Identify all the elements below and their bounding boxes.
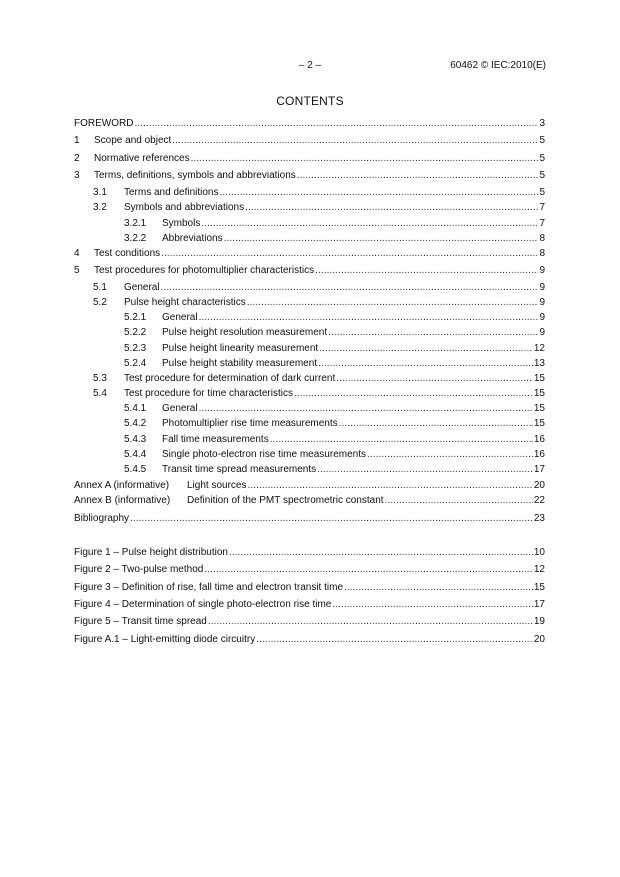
toc-entry[interactable] (74, 433, 545, 447)
page-number: – 2 – (298, 60, 322, 71)
toc-entry[interactable] (74, 217, 545, 231)
entry-number: 3.2.1 (124, 218, 147, 229)
entry-label: Figure 1 – Pulse height distribution (74, 547, 228, 558)
dot-leader (339, 417, 533, 431)
toc-entry[interactable] (74, 479, 545, 493)
entry-page-number: 19 (533, 616, 545, 627)
contents-title: CONTENTS (276, 94, 344, 108)
dot-leader (256, 633, 533, 647)
entry-label: Single photo-electron rise time measurements (162, 449, 366, 460)
entry-number: 5.1 (93, 282, 107, 293)
entry-page-number: 10 (533, 547, 545, 558)
entry-label: Definition of the PMT spectrometric constant (187, 495, 384, 506)
dot-leader (208, 615, 533, 629)
toc-entry[interactable] (74, 264, 545, 278)
toc-entry[interactable] (74, 372, 545, 386)
entry-label: Pulse height linearity measurement (162, 343, 319, 354)
toc-entry[interactable] (74, 417, 545, 431)
toc-entry[interactable] (74, 281, 545, 295)
toc-entry[interactable] (74, 342, 545, 356)
dot-leader (367, 448, 533, 462)
dot-leader (319, 342, 533, 356)
toc-entry[interactable] (74, 357, 545, 371)
entry-page-number: 9 (539, 297, 545, 308)
entry-label: Light sources (187, 480, 247, 491)
entry-page-number: 9 (539, 265, 545, 276)
entry-label: Pulse height resolution measurement (162, 327, 328, 338)
entry-number: 5.4.1 (124, 403, 147, 414)
toc-entry[interactable] (74, 326, 545, 340)
entry-page-number: 15 (533, 418, 545, 429)
dot-leader (270, 433, 533, 447)
dot-leader (201, 217, 538, 231)
dot-leader (344, 581, 533, 595)
dot-leader (199, 311, 539, 325)
dot-leader (336, 372, 533, 386)
entry-page-number: 16 (533, 434, 545, 445)
entry-label: Figure 4 – Determination of single photo-electron rise time (74, 599, 332, 610)
entry-page-number: 20 (533, 480, 545, 491)
dot-leader (220, 186, 539, 200)
dot-leader (297, 169, 539, 183)
figure-entry[interactable] (74, 563, 545, 577)
entry-number: 3.1 (93, 187, 107, 198)
entry-label: Fall time measurements (162, 434, 269, 445)
entry-number: 3 (74, 170, 80, 181)
toc-entry[interactable] (74, 232, 545, 246)
document-id: 60462 © IEC:2010(E) (450, 60, 546, 71)
dot-leader (328, 326, 538, 340)
entry-page-number: 9 (539, 282, 545, 293)
dot-leader (294, 387, 533, 401)
entry-number: 5.4.3 (124, 434, 147, 445)
entry-number: 5.2.4 (124, 358, 147, 369)
entry-page-number: 5 (539, 135, 545, 146)
toc-entry[interactable] (74, 463, 545, 477)
entry-number: 5.2 (93, 297, 107, 308)
entry-page-number: 7 (539, 218, 545, 229)
entry-page-number: 23 (533, 513, 545, 524)
entry-page-number: 5 (539, 153, 545, 164)
entry-page-number: 8 (539, 233, 545, 244)
entry-page-number: 15 (533, 388, 545, 399)
figure-entry[interactable] (74, 615, 545, 629)
entry-page-number: 7 (539, 202, 545, 213)
entry-label: Bibliography (74, 513, 130, 524)
entry-label: General (124, 282, 160, 293)
entry-page-number: 17 (533, 599, 545, 610)
entry-label: Terms and definitions (124, 187, 219, 198)
toc-entry[interactable] (74, 134, 545, 148)
entry-page-number: 5 (539, 187, 545, 198)
toc-entry[interactable] (74, 117, 545, 131)
entry-number: 5.2.3 (124, 343, 147, 354)
entry-number: 5.4.4 (124, 449, 147, 460)
entry-number: 5.4 (93, 388, 107, 399)
entry-number: 5.3 (93, 373, 107, 384)
figure-entry[interactable] (74, 546, 545, 560)
dot-leader (134, 117, 538, 131)
entry-label: Photomultiplier rise time measurements (162, 418, 338, 429)
toc-entry[interactable] (74, 152, 545, 166)
toc-entry[interactable] (74, 512, 545, 526)
entry-label: Figure 3 – Definition of rise, fall time and electron transit time (74, 582, 344, 593)
dot-leader (315, 264, 538, 278)
entry-number: 2 (74, 153, 80, 164)
entry-label: Test conditions (94, 248, 161, 259)
entry-label: Figure 2 – Two-pulse method (74, 564, 204, 575)
toc-entry[interactable] (74, 247, 545, 261)
entry-number: 5.2.1 (124, 312, 147, 323)
dot-leader (204, 563, 533, 577)
entry-page-number: 12 (533, 343, 545, 354)
entry-number: 5.4.5 (124, 464, 147, 475)
entry-page-number: 13 (533, 358, 545, 369)
entry-label: FOREWORD (74, 118, 134, 129)
entry-page-number: 5 (539, 170, 545, 181)
toc-entry[interactable] (74, 169, 545, 183)
entry-label: Test procedure for determination of dark current (124, 373, 336, 384)
entry-label: General (162, 403, 198, 414)
toc-entry[interactable] (74, 402, 545, 416)
figure-entry[interactable] (74, 633, 545, 647)
entry-label: Figure 5 – Transit time spread (74, 616, 207, 627)
entry-page-number: 16 (533, 449, 545, 460)
entry-number: 3.2 (93, 202, 107, 213)
figure-entry[interactable] (74, 581, 545, 595)
entry-label: Transit time spread measurements (162, 464, 317, 475)
entry-label: Test procedures for photomultiplier characteristics (94, 265, 315, 276)
dot-leader (247, 296, 539, 310)
entry-label: Test procedure for time characteristics (124, 388, 293, 399)
dot-leader (172, 134, 538, 148)
dot-leader (318, 357, 533, 371)
entry-label: Normative references (94, 153, 190, 164)
entry-number: 5.2.2 (124, 327, 147, 338)
dot-leader (245, 201, 538, 215)
entry-number: 4 (74, 248, 80, 259)
entry-number: 1 (74, 135, 80, 146)
entry-page-number: 20 (533, 634, 545, 645)
dot-leader (385, 494, 533, 508)
entry-page-number: 3 (539, 118, 545, 129)
dot-leader (191, 152, 539, 166)
dot-leader (224, 232, 539, 246)
dot-leader (332, 598, 533, 612)
entry-page-number: 15 (533, 373, 545, 384)
dot-leader (229, 546, 533, 560)
dot-leader (161, 281, 539, 295)
entry-page-number: 15 (533, 403, 545, 414)
dot-leader (247, 479, 532, 493)
dot-leader (161, 247, 538, 261)
toc-entry[interactable] (74, 494, 545, 508)
toc-entry[interactable] (74, 387, 545, 401)
entry-label: Pulse height characteristics (124, 297, 246, 308)
entry-page-number: 9 (539, 327, 545, 338)
entry-page-number: 8 (539, 248, 545, 259)
entry-label: Symbols and abbreviations (124, 202, 245, 213)
entry-number: 3.2.2 (124, 233, 147, 244)
entry-label: Symbols (162, 218, 201, 229)
entry-page-number: 9 (539, 312, 545, 323)
entry-number: 5.4.2 (124, 418, 147, 429)
dot-leader (199, 402, 533, 416)
toc-entry[interactable] (74, 201, 545, 215)
toc-entry[interactable] (74, 186, 545, 200)
toc-entry[interactable] (74, 448, 545, 462)
entry-label: General (162, 312, 198, 323)
entry-label: Figure A.1 – Light-emitting diode circuitry (74, 634, 256, 645)
entry-label: Abbreviations (162, 233, 223, 244)
entry-page-number: 17 (533, 464, 545, 475)
entry-number: 5 (74, 265, 80, 276)
figure-entry[interactable] (74, 598, 545, 612)
dot-leader (130, 512, 533, 526)
entry-page-number: 12 (533, 564, 545, 575)
entry-page-number: 22 (533, 495, 545, 506)
toc-entry[interactable] (74, 311, 545, 325)
toc-entry[interactable] (74, 296, 545, 310)
entry-number: Annex A (informative) (74, 480, 170, 491)
entry-label: Scope and object (94, 135, 172, 146)
entry-number: Annex B (informative) (74, 495, 171, 506)
entry-page-number: 15 (533, 582, 545, 593)
dot-leader (317, 463, 533, 477)
entry-label: Pulse height stability measurement (162, 358, 318, 369)
entry-label: Terms, definitions, symbols and abbreviations (94, 170, 296, 181)
